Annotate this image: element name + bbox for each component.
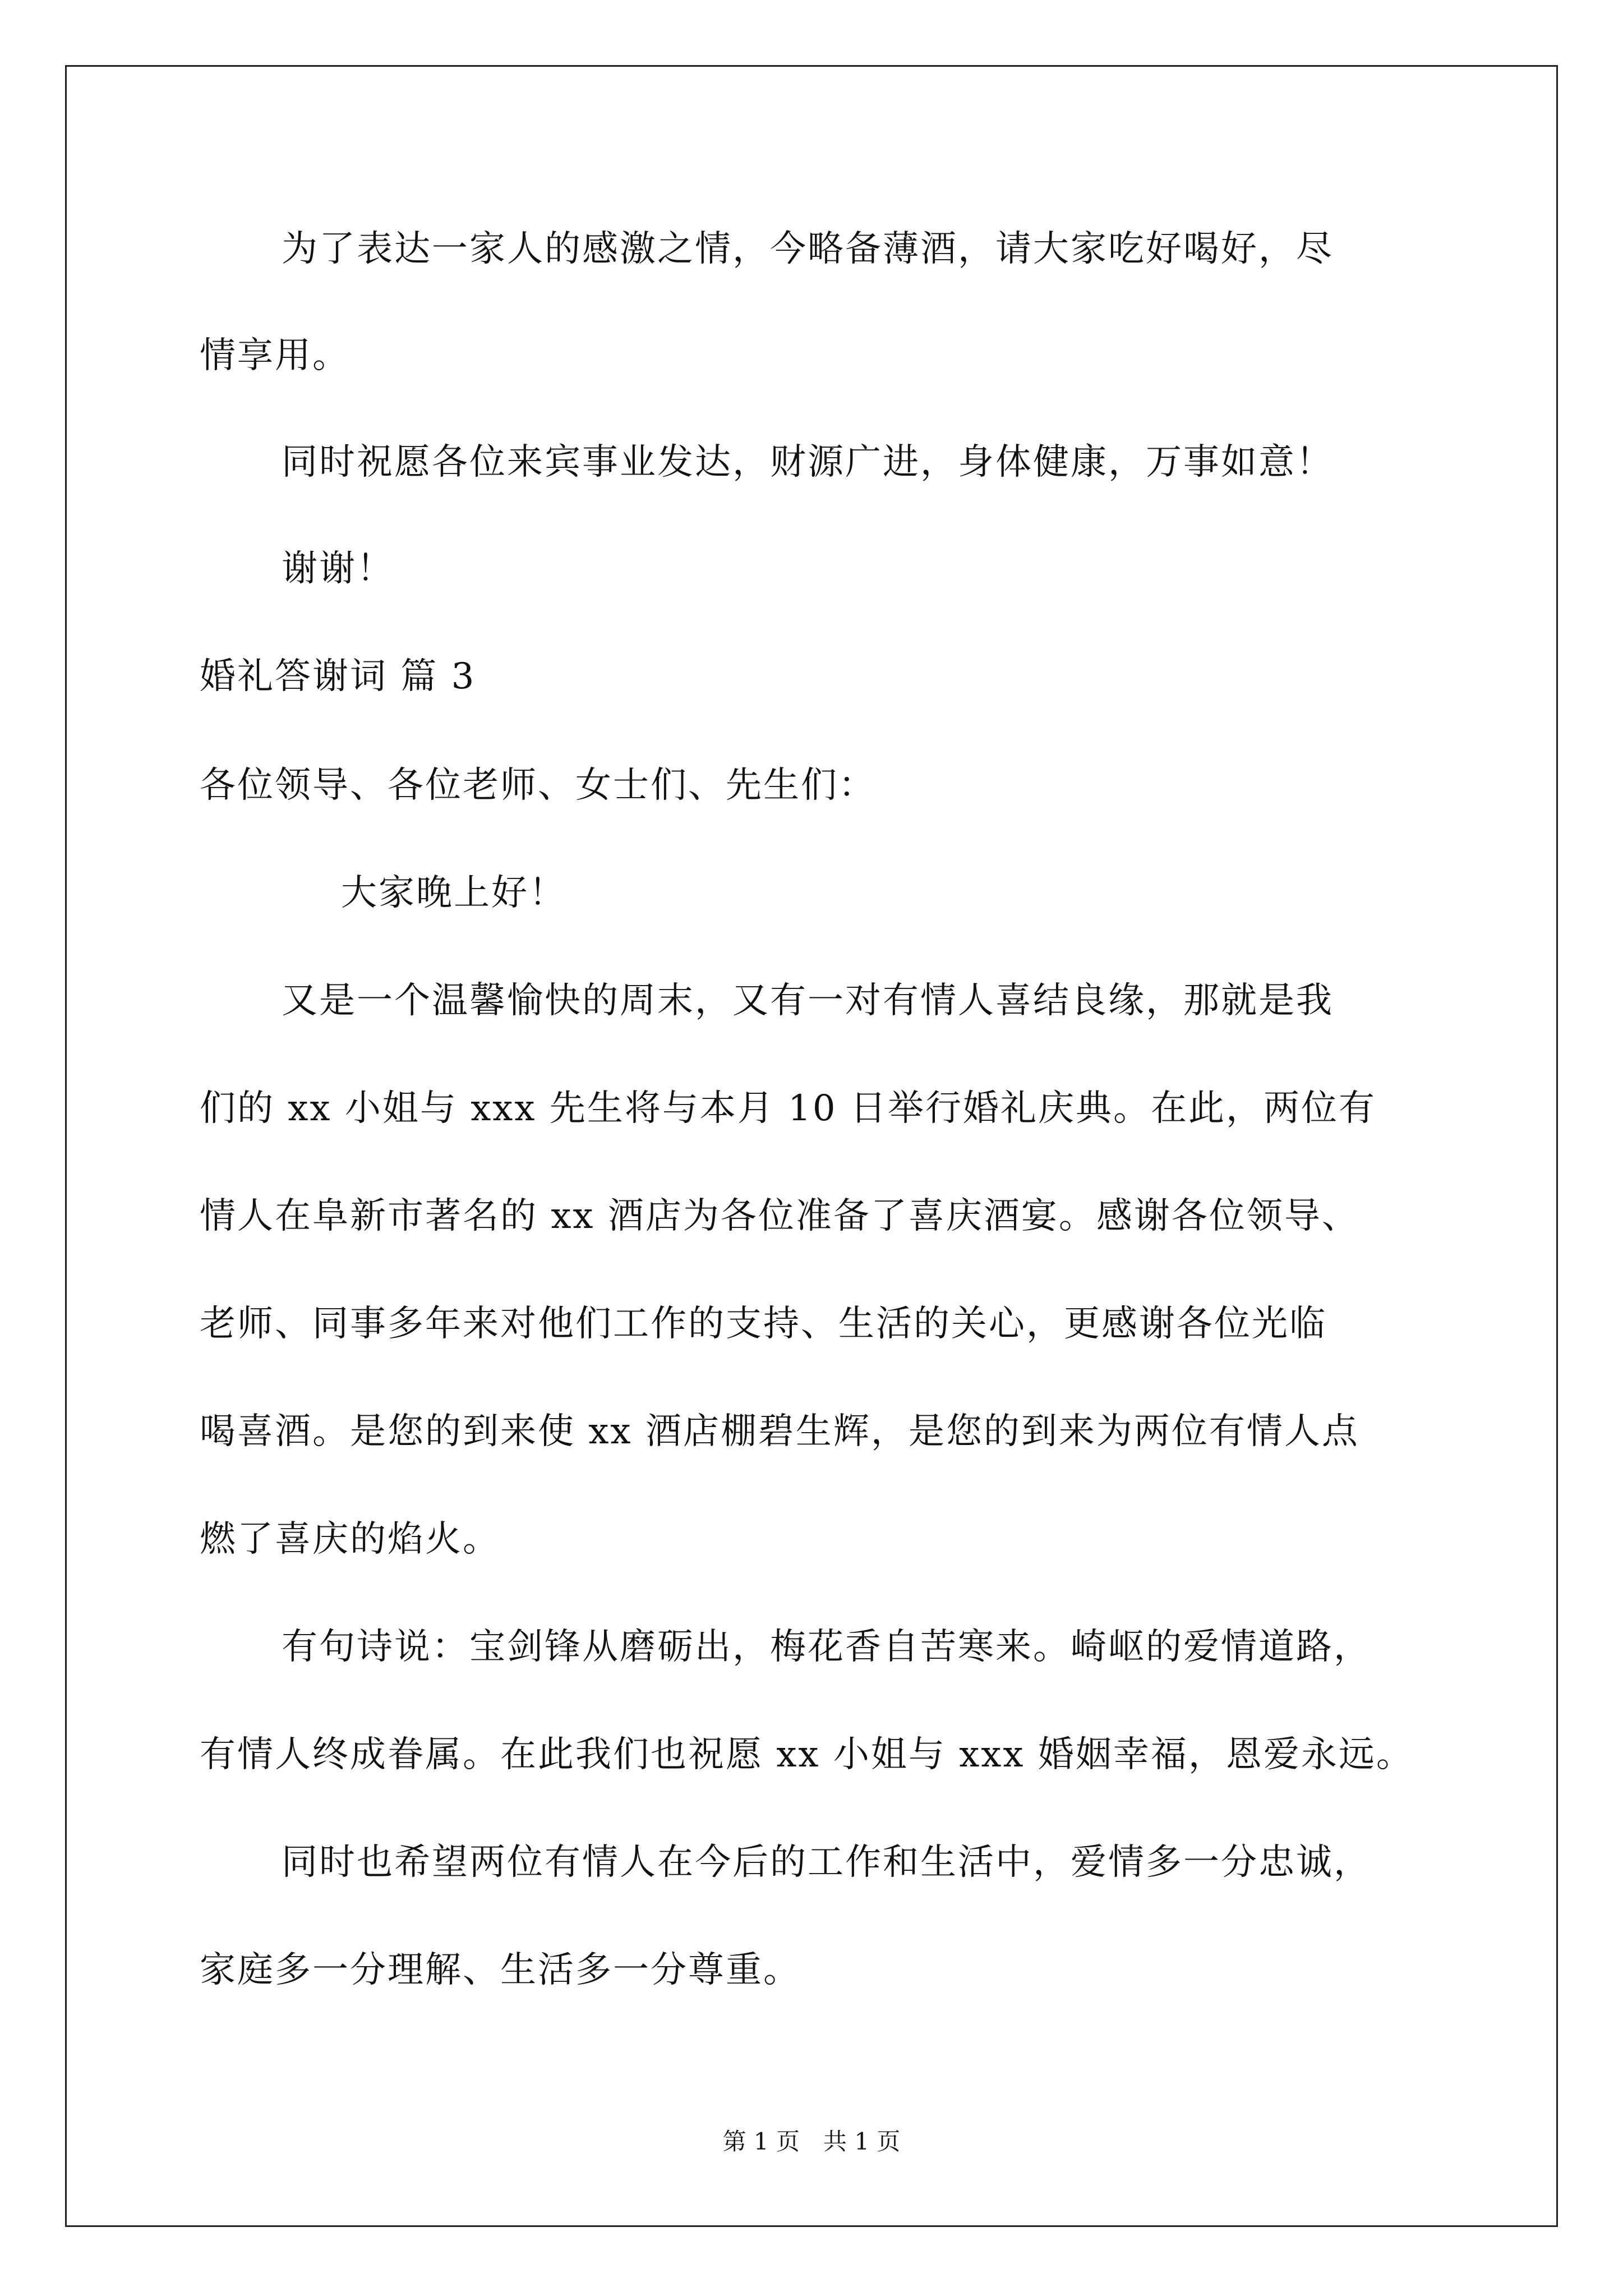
paragraph-line: 老师、同事多年来对他们工作的支持、生活的关心，更感谢各位光临	[200, 1303, 1327, 1345]
paragraph-line: 又是一个温馨愉快的周末，又有一对有情人喜结良缘，那就是我	[282, 980, 1334, 1022]
page-number: 第 1 页 共 1 页	[722, 2128, 901, 2155]
section-heading: 婚礼答谢词 篇 3	[200, 656, 476, 697]
paragraph-line: 同时也希望两位有情人在今后的工作和生活中，爱情多一分忠诚，	[282, 1842, 1371, 1883]
paragraph-line: 情享用。	[200, 335, 350, 376]
paragraph-line: 燃了喜庆的焰火。	[200, 1519, 500, 1560]
paragraph-line: 谢谢！	[282, 548, 394, 590]
salutation: 各位领导、各位老师、女士们、先生们：	[200, 765, 876, 806]
page-border	[65, 65, 1558, 2227]
paragraph-line: 为了表达一家人的感激之情，今略备薄酒，请大家吃好喝好，尽	[282, 228, 1334, 270]
paragraph-line: 们的 xx 小姐与 xxx 先生将与本月 10 日举行婚礼庆典。在此，两位有	[200, 1088, 1376, 1129]
paragraph-line: 喝喜酒。是您的到来使 xx 酒店棚碧生辉，是您的到来为两位有情人点	[200, 1411, 1359, 1452]
paragraph-line: 有句诗说：宝剑锋从磨砺出，梅花香自苦寒来。崎岖的爱情道路，	[282, 1626, 1371, 1668]
paragraph-line: 同时祝愿各位来宾事业发达，财源广进，身体健康，万事如意！	[282, 441, 1334, 483]
paragraph-line: 有情人终成眷属。在此我们也祝愿 xx 小姐与 xxx 婚姻幸福，恩爱永远。	[200, 1734, 1414, 1775]
paragraph-line: 情人在阜新市著名的 xx 酒店为各位准备了喜庆酒宴。感谢各位领导、	[200, 1195, 1359, 1237]
paragraph-line: 家庭多一分理解、生活多一分尊重。	[200, 1949, 801, 1991]
greeting: 大家晚上好！	[341, 872, 566, 914]
